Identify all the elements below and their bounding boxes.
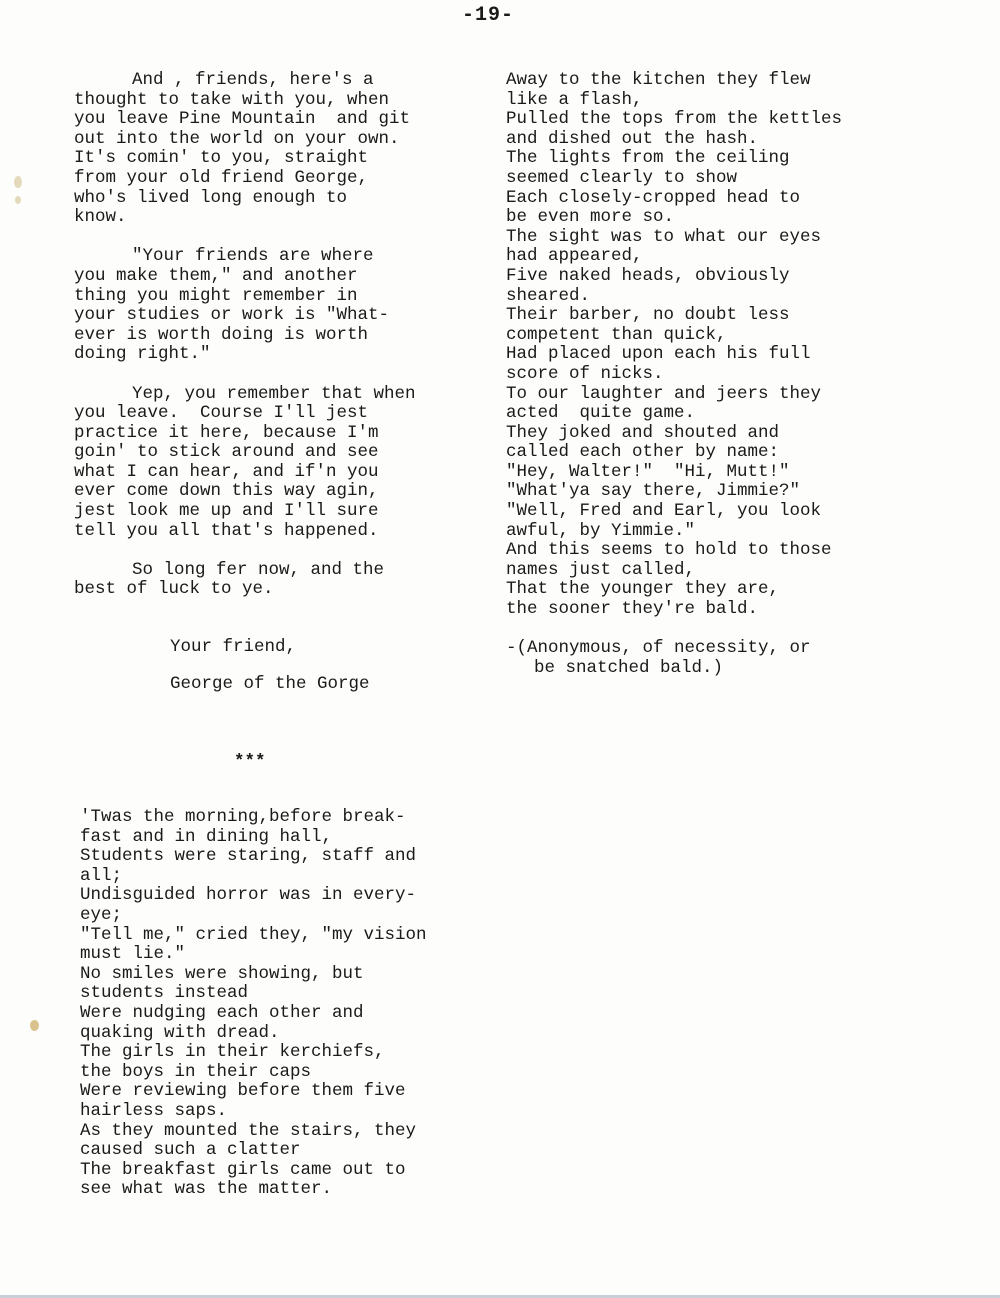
poem-line: see what was the matter. (80, 1179, 333, 1200)
paper-stain (30, 1020, 39, 1031)
paper-stain (14, 176, 22, 188)
poem-line: awful, by Yimmie." (506, 520, 696, 541)
attribution-line: be snatched bald.) (534, 657, 724, 678)
poem-line: Away to the kitchen they flew (506, 70, 811, 90)
poem-line: As they mounted the stairs, they (80, 1120, 417, 1141)
text-line: thought to take with you, when (74, 89, 390, 110)
letter-paragraph-1 (74, 71, 494, 228)
poem-line: had appeared, (506, 246, 643, 267)
poem-left-column (80, 808, 500, 1200)
poem-line: like a flash, (506, 89, 643, 110)
poem-line: To our laughter and jeers they (506, 383, 822, 404)
poem-line: sheared. (506, 285, 591, 306)
letter-paragraph-3 (74, 385, 494, 542)
poem-line: and dished out the hash. (506, 128, 759, 149)
poem-line: "Hey, Walter!" "Hi, Mutt!" (506, 461, 790, 482)
poem-line: Five naked heads, obviously (506, 265, 790, 286)
poem-line: names just called, (506, 559, 696, 580)
poem-line: the boys in their caps (80, 1061, 312, 1082)
poem-line: "Tell me," cried they, "my vision (80, 924, 427, 945)
poem-line: the sooner they're bald. (506, 599, 759, 620)
poem-line: all; (80, 865, 123, 886)
paper-stain (15, 196, 21, 204)
text-line: It's comin' to you, straight (74, 148, 369, 169)
poem-line: seemed clearly to show (506, 167, 738, 188)
poem-line: The sight was to what our eyes (506, 226, 822, 247)
poem-line: competent than quick, (506, 324, 727, 345)
poem-line: hairless saps. (80, 1100, 228, 1121)
text-line: from your old friend George, (74, 167, 369, 188)
text-line: "Your friends are where (132, 246, 374, 267)
text-line: ever come down this way agin, (74, 481, 379, 502)
poem-line: And this seems to hold to those (506, 540, 832, 561)
letter-column (74, 71, 494, 695)
poem-line: That the younger they are, (506, 579, 780, 600)
text-line: Yep, you remember that when (132, 383, 416, 404)
poem-line: Undisguided horror was in every- (80, 885, 417, 906)
poem-line: Were nudging each other and (80, 1002, 364, 1023)
poem-line: score of nicks. (506, 363, 664, 384)
attribution-line: -(Anonymous, of necessity, or (506, 638, 811, 659)
text-line: jest look me up and I'll sure (74, 501, 379, 522)
text-line: what I can hear, and if'n you (74, 461, 379, 482)
poem-line: No smiles were showing, but (80, 963, 364, 984)
poem-right-column (506, 71, 926, 678)
text-line: best of luck to ye. (74, 579, 274, 600)
text-line: out into the world on your own. (74, 128, 400, 149)
poem-line: students instead (80, 983, 249, 1004)
poem-line: caused such a clatter (80, 1140, 301, 1161)
poem-line: eye; (80, 904, 123, 925)
text-line: you make them," and another (74, 265, 358, 286)
poem-line: acted quite game. (506, 403, 696, 424)
text-line: your studies or work is "What- (74, 305, 390, 326)
poem-line: Students were staring, staff and (80, 846, 417, 867)
poem-line: The girls in their kerchiefs, (80, 1042, 385, 1063)
text-line: you leave. Course I'll jest (74, 403, 369, 424)
poem-line: The breakfast girls came out to (80, 1159, 406, 1180)
text-line: practice it here, because I'm (74, 422, 379, 443)
letter-closing: Your friend, (170, 636, 297, 657)
letter-paragraph-4 (74, 561, 494, 600)
page-number: -19- (462, 4, 515, 27)
section-separator: *** (234, 752, 266, 772)
letter-paragraph-2 (74, 247, 494, 365)
text-line: And , friends, here's a (132, 70, 374, 90)
poem-line: Were reviewing before them five (80, 1081, 406, 1102)
text-line: you leave Pine Mountain and git (74, 109, 411, 130)
text-line: tell you all that's happened. (74, 520, 379, 541)
poem-line: They joked and shouted and (506, 422, 780, 443)
text-line: goin' to stick around and see (74, 442, 379, 463)
poem-line: "Well, Fred and Earl, you look (506, 501, 822, 522)
poem-line: "What'ya say there, Jimmie?" (506, 481, 801, 502)
text-line: know. (74, 207, 127, 228)
poem-line: called each other by name: (506, 442, 780, 463)
poem-line: be even more so. (506, 207, 675, 228)
poem-line: fast and in dining hall, (80, 826, 333, 847)
poem-line: 'Twas the morning,before break- (80, 807, 406, 827)
text-line: ever is worth doing is worth (74, 324, 369, 345)
poem-line: must lie." (80, 944, 186, 965)
poem-line: quaking with dread. (80, 1022, 280, 1043)
text-line: So long fer now, and the (132, 559, 385, 580)
text-line: thing you might remember in (74, 285, 358, 306)
text-line: doing right." (74, 344, 211, 365)
text-line: who's lived long enough to (74, 187, 348, 208)
poem-line: The lights from the ceiling (506, 148, 790, 169)
poem-line: Their barber, no doubt less (506, 305, 790, 326)
poem-line: Each closely-cropped head to (506, 187, 801, 208)
letter-signature: George of the Gorge (170, 674, 370, 695)
poem-line: Had placed upon each his full (506, 344, 811, 365)
poem-line: Pulled the tops from the kettles (506, 109, 843, 130)
